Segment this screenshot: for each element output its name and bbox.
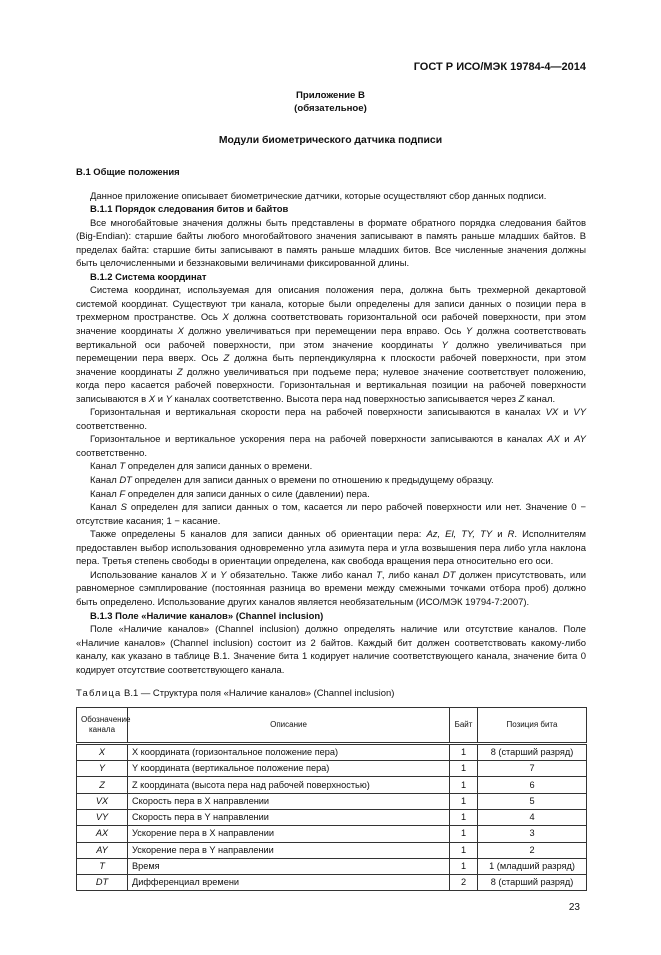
cell-byte: 1 (450, 858, 478, 874)
text-run: В.1 Общие положения (76, 167, 180, 178)
cell-byte: 1 (450, 761, 478, 777)
header-byte: Байт (450, 707, 478, 743)
table-row (77, 842, 587, 858)
annex-title: Модули биометрического датчика подписи (218, 135, 443, 146)
channel-inclusion-table (76, 707, 587, 892)
text-run: определен для записи данных о времени по отношению к предыдущему образцу. (131, 475, 494, 487)
text-run: Также определены 5 каналов для записи данных об ориентации пера: (90, 529, 427, 541)
text-run: В.1.2 Система координат (90, 271, 207, 283)
text-run: и (155, 393, 166, 405)
channel-symbol: Z (518, 393, 525, 405)
cell-description: X координата (горизонтальное положение пера) (128, 743, 450, 760)
cell-channel: Z (77, 777, 128, 793)
text-run: каналах соответственно. Высота пера над поверхностью записывается через (171, 393, 519, 405)
channel-symbol: AX (547, 434, 560, 446)
table-row (77, 777, 587, 793)
text-run: должно увеличиваться при перемещении пера вправо. Ось (183, 326, 466, 338)
text-run: Поле «Наличие каналов» (Channel inclusion) должно определять наличие или отсутствие каналов. Поле «Наличие каналов» (Channel inclusion) состоит из 2 байтов. Каждый бит должен соответствовать какому-либо каналу, как указано в таблице В.1. Значение бита 1 кодирует наличие соответствующего канала, значение бита 0 кодирует отсутствие соответствующего канала. (76, 624, 586, 676)
text-run: определен для записи данных о силе (давлении) пера. (125, 488, 370, 500)
channel-symbol: X (148, 393, 156, 405)
cell-description: Дифференциал времени (128, 875, 450, 891)
cell-bit-position: 8 (старший разряд) (478, 743, 587, 760)
text-run: Канал (90, 461, 120, 473)
cell-byte: 1 (450, 826, 478, 842)
table-row (77, 858, 587, 874)
text-run: Система координат, используемая для описания положения пера, должна быть трехмерной декартовой системой координат. Существуют три канала, которые были определены для записи данных о позиции пера в трехмерном пространстве. Ось (76, 285, 586, 324)
text-run: должна соответствовать горизонтальной оси рабочей поверхности, при этом значение координаты (76, 312, 586, 338)
text-run: Использование каналов (90, 569, 201, 581)
cell-channel: AX (77, 826, 128, 842)
channel-symbol: DT (119, 475, 132, 487)
cell-description: Ускорение пера в Y направлении (128, 842, 450, 858)
channel-symbol: X (222, 312, 229, 324)
cell-bit-position: 8 (старший разряд) (478, 875, 587, 891)
text-run: определен для записи данных о том, касается ли перо рабочей поверхности или нет. Значение 0 − отсутствие касания; 1 − касание. (76, 502, 586, 527)
paragraph (76, 501, 586, 528)
paragraph (76, 190, 586, 204)
cell-bit-position: 5 (478, 793, 587, 809)
cell-description: Скорость пера в Y направлении (128, 809, 450, 825)
text-run: должно увеличиваться при подъеме пера; нулевое значение соответствует положению, когда перо касается рабочей поверхности. Горизонтальная и вертикальная позиции на рабочей поверхности записываются в (76, 366, 586, 405)
cell-channel: AY (77, 842, 128, 858)
paragraph (76, 284, 586, 406)
cell-bit-position: 3 (478, 826, 587, 842)
text-run: определен для записи данных о времени. (125, 461, 313, 473)
paragraph (76, 217, 586, 271)
text-run: должна быть перпендикулярна к плоскости рабочей поверхности, при этом значение координаты (76, 353, 586, 378)
text-run: соответственно. (76, 420, 147, 432)
channel-symbol: T (376, 569, 382, 581)
channel-symbol: Y (465, 326, 473, 338)
channel-symbol: X (200, 569, 208, 581)
cell-channel: Y (77, 761, 128, 777)
channel-symbol: T (119, 461, 126, 473)
table-row (77, 809, 587, 825)
cell-channel: VX (77, 793, 128, 809)
text-run: В.1.3 Поле «Наличие каналов» (Channel inclusion) (90, 610, 324, 622)
channel-symbol: Az, El, TY, TY (426, 529, 493, 541)
channel-symbol: AY (574, 434, 586, 446)
channel-symbol: Y (165, 393, 172, 405)
paragraph (76, 569, 586, 610)
section-heading (76, 166, 586, 180)
paragraph (76, 406, 586, 433)
channel-symbol: Y (441, 339, 448, 351)
cell-description: Z координата (высота пера над рабочей поверхностью) (128, 777, 450, 793)
header-description: Описание (128, 707, 450, 743)
text-run: канал. (524, 393, 556, 405)
cell-bit-position: 7 (478, 761, 587, 777)
cell-byte: 1 (450, 809, 478, 825)
paragraph (76, 433, 586, 460)
text-run: В.1.1 Порядок следования битов и байтов (90, 204, 289, 216)
section-heading (76, 203, 586, 217)
annex-label: Приложение В (296, 90, 365, 101)
text-run: должно увеличиваться при перемещении пера вверх. Ось (76, 339, 586, 365)
text-run: должна соответствовать вертикальной оси рабочей поверхности, при этом значение координаты (76, 326, 586, 351)
cell-description: Ускорение пера в X направлении (128, 826, 450, 842)
text-run: Канал (90, 502, 121, 514)
document-header: ГОСТ Р ИСО/МЭК 19784-4—2014 (413, 61, 586, 73)
text-run: Все многобайтовые значения должны быть представлены в формате обратного порядка следования байтов (Big-Endian): старшие байты любого многобайтового значения записывают в память раньше младших байтов. В пределах байта: старшие биты записывают в память раньше младших битов. Все численные значения должны быть целочисленными и беззнаковыми величинами фиксированной длины. (76, 217, 586, 270)
text-run: и (492, 529, 508, 541)
cell-byte: 1 (450, 842, 478, 858)
channel-symbol: R (507, 529, 515, 541)
text-run: Канал (90, 475, 120, 487)
channel-symbol: Z (176, 366, 183, 378)
paragraph (76, 474, 586, 488)
table-caption-text: В.1 — Структура поля «Наличие каналов» (Channel inclusion) (121, 688, 395, 700)
section-heading (76, 271, 586, 285)
cell-bit-position: 4 (478, 809, 587, 825)
header-channel: Обозначение канала (77, 707, 128, 743)
table-caption (76, 687, 586, 701)
cell-channel: VY (77, 809, 128, 825)
cell-byte: 2 (450, 875, 478, 891)
annex-status: (обязательное) (294, 103, 367, 114)
cell-channel: X (77, 743, 128, 760)
text-run: Канал (90, 488, 120, 500)
paragraph (76, 488, 586, 502)
table-row (77, 793, 587, 809)
text-run: Данное приложение описывает биометрические датчики, которые осуществляют сбор данных подписи. (90, 190, 547, 202)
text-run: и (559, 434, 575, 446)
cell-description: Скорость пера в X направлении (128, 793, 450, 809)
text-run: и (558, 407, 574, 419)
cell-byte: 1 (450, 743, 478, 760)
cell-byte: 1 (450, 793, 478, 809)
text-run: соответственно. (76, 447, 147, 459)
table-caption-label: Таблица (76, 688, 122, 700)
text-run: обязательно. Также либо канал (226, 569, 377, 581)
paragraph (76, 623, 586, 677)
text-run: должен присутствовать, или равномерное сэмплирование (постоянная разница во времени между смежными точками отбора проб) должно быть определено. Использование других каналов является необязательным (ИСО/МЭК 19794-7:2007). (76, 569, 586, 608)
cell-channel: T (77, 858, 128, 874)
document-body (76, 0, 586, 955)
paragraph (76, 460, 586, 474)
content (76, 166, 586, 677)
text-run: и (207, 569, 221, 581)
cell-byte: 1 (450, 777, 478, 793)
cell-channel: DT (77, 875, 128, 891)
channel-symbol: X (177, 326, 184, 338)
table-row (77, 743, 587, 760)
table-header-row (77, 707, 587, 743)
table-row (77, 826, 587, 842)
section-heading (76, 610, 586, 624)
channel-symbol: F (119, 488, 126, 500)
text-run: , либо канал (381, 569, 443, 581)
text-run: Горизонтальное и вертикальное ускорения пера на рабочей поверхности записываются в каналах (90, 434, 548, 446)
channel-symbol: S (120, 502, 127, 514)
channel-symbol: VY (573, 407, 586, 419)
cell-bit-position: 6 (478, 777, 587, 793)
page-number: 23 (568, 902, 580, 914)
channel-symbol: Y (220, 569, 227, 581)
channel-symbol: VX (545, 407, 559, 419)
text-run: Горизонтальная и вертикальная скорости пера на рабочей поверхности записываются в каналах (90, 407, 546, 419)
cell-description: Y координата (вертикальное положение пера) (128, 761, 450, 777)
channel-symbol: DT (442, 569, 456, 581)
cell-bit-position: 1 (младший разряд) (478, 858, 587, 874)
table-row (77, 875, 587, 891)
text-run: . Исполнителям предоставлен выбор использования одновременно угла азимута пера и угла возвышения пера либо угла наклона пера. Третья степень свободы в ориентации определена, как свобода вращения пера относительно его оси. (76, 529, 586, 568)
channel-symbol: Z (223, 353, 230, 365)
header-bit-position: Позиция бита (478, 707, 587, 743)
table-row (77, 761, 587, 777)
cell-description: Время (128, 858, 450, 874)
paragraph (76, 528, 586, 569)
cell-bit-position: 2 (478, 842, 587, 858)
